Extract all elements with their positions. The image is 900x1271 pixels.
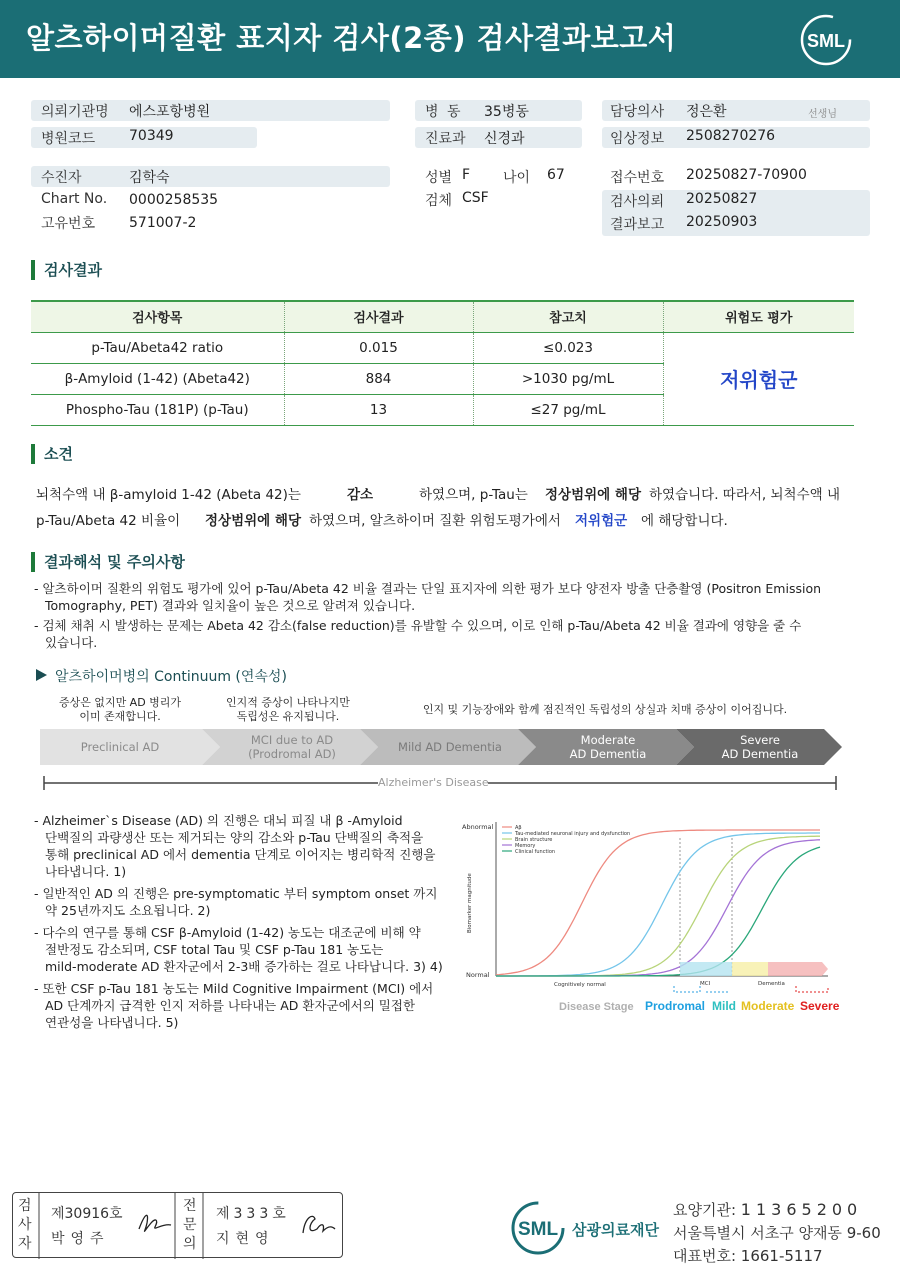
bullet-line: 절반정도 감소되며, CSF total Tau 및 CSF p-Tau 181 농도는 — [45, 942, 384, 957]
notes-section-title: 결과해석 및 주의사항 — [31, 552, 185, 572]
specimen-value: CSF — [462, 190, 489, 206]
receipt-value: 20250827-70900 — [686, 167, 807, 183]
signature-box — [12, 1192, 343, 1258]
doctor-value: 정은환 — [686, 104, 727, 120]
svg-text:SML: SML — [807, 31, 845, 51]
findings-text: 하였으며, p-Tau는 — [419, 487, 528, 503]
note-line: Tomography, PET) 결과와 일치율이 높은 것으로 알려져 있습니다. — [45, 598, 416, 613]
table-row — [31, 332, 854, 363]
specialist-name: 지현영 — [216, 1231, 275, 1247]
mild-label: Mild — [712, 999, 736, 1013]
specimen-label: 검체 — [425, 193, 453, 209]
stage-label-line: (Prodromal AD) — [248, 747, 336, 761]
bullet-line: 통해 preclinical AD 에서 dementia 단계로 이어지는 병리학적 진행을 — [45, 847, 436, 862]
doctor-suffix: 선생님 — [808, 109, 837, 120]
ward-value: 35병동 — [484, 104, 529, 120]
caption-line: 증상은 없지만 AD 병리가 — [58, 696, 182, 709]
col-header-risk: 위험도 평가 — [663, 301, 854, 332]
results-table — [31, 300, 854, 426]
stage-label — [212, 733, 372, 761]
org-logo — [510, 1200, 570, 1256]
svg-text:SML: SML — [517, 1219, 559, 1240]
stage-label-line: MCI due to AD — [250, 733, 334, 747]
note-line: 있습니다. — [45, 635, 98, 650]
biomarker-curve — [496, 840, 820, 976]
severe-label: Severe — [800, 999, 840, 1013]
biomarker-curve — [496, 836, 820, 976]
stage-label — [528, 733, 688, 761]
col-header-reference: 참고치 — [473, 301, 663, 332]
bullet-line: - 일반적인 AD 의 진행은 pre-symptomatic 부터 symptom onset 까지 — [34, 886, 438, 901]
stage-caption: 인지 및 기능장애와 함께 점진적인 독립성의 상실과 치매 증상이 이어집니다. — [422, 703, 788, 716]
chart-value: 0000258535 — [129, 192, 219, 208]
stage-label-line: AD Dementia — [721, 747, 799, 761]
cell-reference: >1030 pg/mL — [473, 363, 663, 394]
span-label: Alzheimer's Disease — [378, 776, 489, 789]
stage-label-line: Severe — [740, 733, 780, 747]
cell-result: 884 — [284, 363, 473, 394]
stage-caption — [208, 696, 368, 724]
address: 서울특별시 서초구 양재동 9-60 — [673, 1224, 881, 1242]
clinical-label: 임상정보 — [610, 131, 665, 147]
facility-code — [673, 1199, 862, 1220]
phone-value: 1661-5117 — [740, 1247, 823, 1265]
specialist-vertical-label: 전문의 — [183, 1198, 197, 1252]
legend-label: Tau-mediated neuronal injury and dysfunction — [515, 831, 631, 837]
examiner-name: 박영주 — [51, 1231, 110, 1247]
findings-risk: 저위험군 — [575, 513, 628, 529]
caption-line: 독립성은 유지됩니다. — [236, 710, 340, 723]
facility-code-label: 요양기관: — [673, 1201, 741, 1219]
results-section-title: 검사결과 — [31, 260, 102, 280]
stage-label-line: Moderate — [580, 733, 636, 747]
mci-label: MCI — [700, 981, 711, 987]
patient-value: 김학숙 — [129, 170, 170, 186]
dept-label: 진료과 — [425, 131, 466, 147]
patient-bar — [31, 166, 390, 187]
sml-logo — [800, 14, 852, 66]
dept-value: 신경과 — [484, 131, 525, 147]
hospital-code-label: 병원코드 — [41, 131, 96, 147]
bullet-line: - 또한 CSF p-Tau 181 농도는 Mild Cognitive Impairment (MCI) 에서 — [34, 981, 434, 996]
cell-risk — [663, 332, 854, 425]
examiner-license: 제30916호 — [51, 1206, 123, 1222]
disease-stage-label: Disease Stage — [559, 1001, 634, 1013]
findings-emphasis: 정상범위에 해당 — [205, 513, 301, 529]
bullet-line: 단백질의 과량생산 또는 제거되는 양의 감소와 p-Tau 단백질의 축적을 — [45, 830, 424, 845]
cell-result: 0.015 — [284, 332, 473, 363]
sex-label: 성별 — [425, 170, 453, 186]
stage-label-line: AD Dementia — [569, 747, 647, 761]
specialist-license: 제333호 — [216, 1206, 290, 1222]
results-header-row — [31, 301, 854, 332]
moderate-label: Moderate — [741, 999, 795, 1013]
y-top-label: Abnormal — [462, 823, 494, 831]
findings-text: 하였으며, 알츠하이머 질환 위험도평가에서 — [309, 513, 561, 529]
sex-value: F — [462, 167, 471, 183]
bullet-line: 약 25년까지도 소요됩니다. 2) — [45, 903, 211, 918]
signature-mark-1 — [139, 1215, 171, 1231]
findings-emphasis: 감소 — [347, 487, 374, 503]
note-line: - 검체 채취 시 발생하는 문제는 Abeta 42 감소(false reduction)를 유발할 수 있으며, 이로 인해 p-Tau/Abeta 42 비율 결과에 영향을 줄 수 — [34, 618, 802, 633]
institution-value: 에스포항병원 — [129, 104, 211, 120]
cell-item: β-Amyloid (1-42) (Abeta42) — [31, 363, 284, 394]
patient-label: 수진자 — [41, 170, 82, 186]
col-header-result: 검사결과 — [284, 301, 473, 332]
legend-label: Aβ — [515, 825, 522, 831]
findings-text: 뇌척수액 내 β-amyloid 1-42 (Abeta 42)는 — [36, 487, 301, 503]
findings-text: p-Tau/Abeta 42 비율이 — [36, 513, 181, 529]
findings-section-title: 소견 — [31, 444, 73, 464]
institution-label: 의뢰기관명 — [41, 104, 109, 120]
stage-label: Mild AD Dementia — [398, 740, 502, 754]
graph-legend — [502, 825, 630, 855]
bullet-line: AD 단계까지 급격한 인지 저하를 나타내는 AD 환자군에서의 밀접한 — [45, 998, 416, 1013]
y-axis-label: Biomarker magnitude — [467, 873, 473, 933]
cell-item: Phospho-Tau (181P) (p-Tau) — [31, 394, 284, 425]
report-title: 알츠하이머질환 표지자 검사(2종) 검사결과보고서 — [26, 21, 677, 55]
doctor-label: 담당의사 — [610, 104, 665, 120]
receipt-label: 접수번호 — [610, 170, 665, 186]
play-icon — [34, 667, 48, 681]
x-left-label: Cognitively normal — [554, 982, 606, 988]
bullet-line: - 다수의 연구를 통해 CSF β-Amyloid (1-42) 농도는 대조군에 비해 약 — [34, 925, 421, 940]
legend-label: Brain structure — [515, 837, 553, 843]
findings-text: 에 해당합니다. — [641, 513, 728, 529]
stage-label: Preclinical AD — [80, 740, 160, 754]
stage-label — [680, 733, 840, 761]
biomarker-graph — [462, 818, 848, 1018]
caption-line: 인지적 증상이 나타나지만 — [226, 696, 350, 709]
ward-label: 병 동 — [425, 104, 463, 120]
age-value: 67 — [547, 167, 565, 183]
report-date-label: 결과보고 — [610, 217, 665, 233]
continuum-title: 알츠하이머병의 Continuum (연속성) — [55, 669, 287, 685]
signature-mark-2 — [303, 1216, 335, 1233]
caption-line: 이미 존재합니다. — [79, 710, 161, 723]
request-value: 20250827 — [686, 191, 758, 207]
cell-result: 13 — [284, 394, 473, 425]
bullet-line: 나타냅니다. 1) — [45, 864, 127, 879]
cell-reference: ≤0.023 — [473, 332, 663, 363]
bullet-line: 연관성을 나타냅니다. 5) — [45, 1015, 179, 1030]
dementia-label: Dementia — [758, 981, 785, 987]
phone — [673, 1245, 823, 1266]
legend-label: Clinical function — [515, 849, 556, 855]
unique-value: 571007-2 — [129, 215, 197, 231]
age-label: 나이 — [503, 170, 531, 186]
col-header-item: 검사항목 — [31, 301, 284, 332]
bullet-item — [34, 980, 434, 1031]
bullet-item — [34, 924, 443, 975]
legend-label: Memory — [515, 843, 536, 849]
bullet-item — [34, 885, 438, 919]
findings-emphasis: 정상범위에 해당 — [545, 487, 641, 503]
unique-label: 고유번호 — [41, 216, 96, 232]
chart-label: Chart No. — [41, 191, 108, 207]
report-date-value: 20250903 — [686, 214, 758, 230]
bullet-line: - Alzheimer`s Disease (AD) 의 진행은 대뇌 피질 내 β -Amyloid — [34, 813, 403, 828]
hospital-code-value: 70349 — [129, 128, 174, 144]
request-label: 검사의뢰 — [610, 194, 665, 210]
note-line: - 알츠하이머 질환의 위험도 평가에 있어 p-Tau/Abeta 42 비율 결과는 단일 표지자에 의한 평가 보다 양전자 방출 단층촬영 (Positron Emission — [34, 581, 822, 596]
bullet-list — [34, 812, 443, 1031]
cell-reference: ≤27 pg/mL — [473, 394, 663, 425]
y-bottom-label: Normal — [466, 971, 490, 979]
cell-item: p-Tau/Abeta42 ratio — [31, 332, 284, 363]
org-name: 삼광의료재단 — [572, 1221, 659, 1239]
examiner-vertical-label: 검사자 — [18, 1198, 32, 1252]
prodromal-label: Prodromal — [645, 999, 706, 1013]
bullet-line: mild-moderate AD 환자군에서 2-3배 증가하는 걸로 나타납니다. 3) 4) — [45, 959, 443, 974]
clinical-value: 2508270276 — [686, 128, 776, 144]
bullet-item — [34, 812, 434, 880]
facility-code-value: 11365200 — [740, 1200, 863, 1219]
findings-text: 하였습니다. 따라서, 뇌척수액 내 — [649, 487, 840, 503]
risk-value: 저위험군 — [720, 368, 798, 392]
stage-caption — [40, 696, 200, 724]
phone-label: 대표번호: — [673, 1247, 741, 1265]
